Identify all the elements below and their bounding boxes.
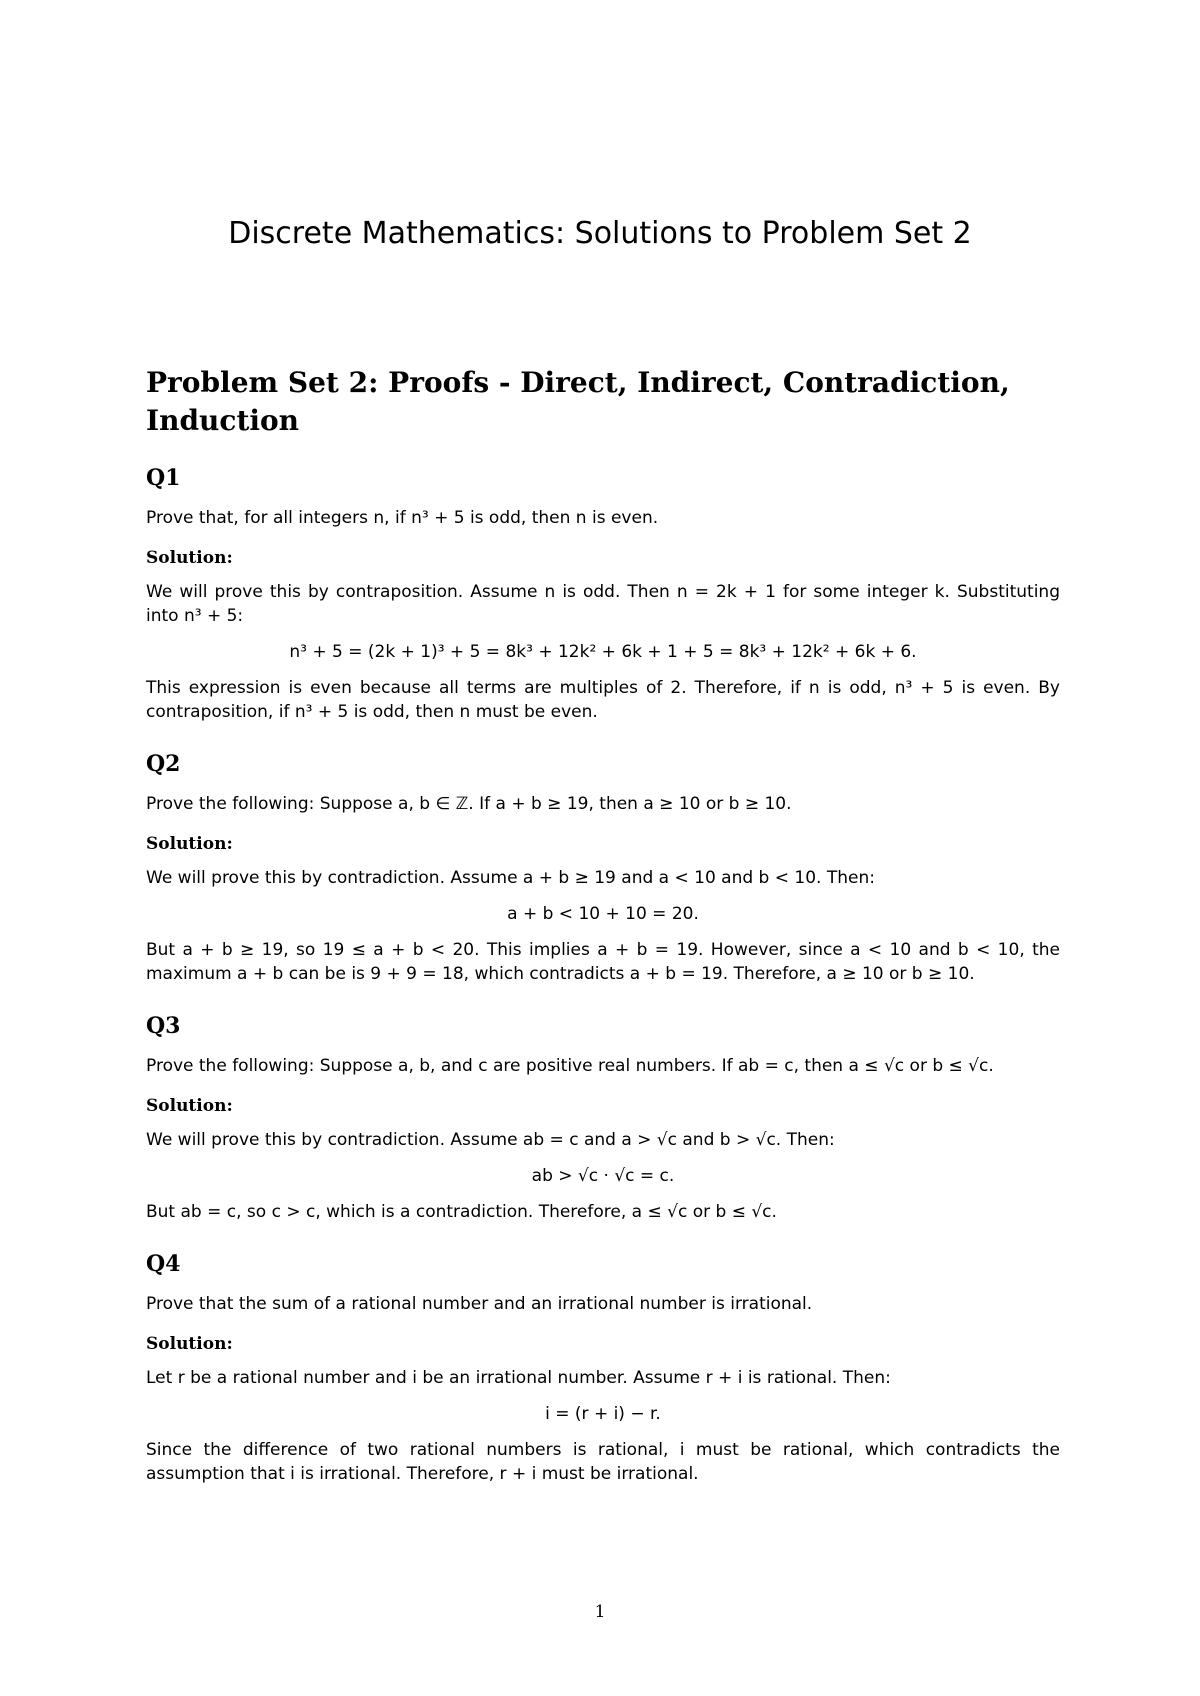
document-title: Discrete Mathematics: Solutions to Problem Set 2 [228, 216, 972, 251]
problem-prompt: Prove that, for all integers n, if n³ + 5 is odd, then n is even. [146, 508, 659, 528]
problem-label: Q4 [146, 1251, 181, 1277]
solution-intro: We will prove this by contradiction. Assume ab = c and a > √c and b > √c. Then: [146, 1130, 835, 1150]
problem-prompt: Prove that the sum of a rational number and an irrational number is irrational. [146, 1294, 813, 1314]
problem-label: Q2 [146, 751, 181, 777]
solution-label: Solution: [146, 834, 233, 854]
solution-label: Solution: [146, 548, 233, 568]
solution-intro: Let r be a rational number and i be an irrational number. Assume r + i is rational. Then: [146, 1368, 891, 1388]
solution-intro: We will prove this by contraposition. Assume n is odd. Then n = 2k + 1 for some integer k. Substituting into n³ + 5: [146, 582, 1060, 626]
display-equation: ab > √c · √c = c. [531, 1166, 675, 1186]
problem-q1 [146, 464, 1060, 724]
display-equation: n³ + 5 = (2k + 1)³ + 5 = 8k³ + 12k² + 6k + 1 + 5 = 8k³ + 12k² + 6k + 6. [289, 642, 917, 662]
problem-label: Q1 [146, 465, 181, 491]
solution-label: Solution: [146, 1096, 233, 1116]
page-number: 1 [594, 1602, 606, 1622]
document-body [146, 364, 1060, 1512]
problem-q4 [146, 1250, 1060, 1486]
problem-prompt: Prove the following: Suppose a, b ∈ ℤ. If a + b ≥ 19, then a ≥ 10 or b ≥ 10. [146, 794, 792, 814]
display-equation: a + b < 10 + 10 = 20. [507, 904, 699, 924]
problem-label: Q3 [146, 1013, 181, 1039]
solution-intro: We will prove this by contradiction. Assume a + b ≥ 19 and a < 10 and b < 10. Then: [146, 868, 875, 888]
solution-conclusion: Since the difference of two rational numbers is rational, i must be rational, which contradicts the assumption that i is irrational. Therefore, r + i must be irrational. [146, 1440, 1060, 1484]
problem-prompt: Prove the following: Suppose a, b, and c are positive real numbers. If ab = c, then a ≤ √c or b ≤ √c. [146, 1056, 994, 1076]
solution-label: Solution: [146, 1334, 233, 1354]
solution-conclusion: But a + b ≥ 19, so 19 ≤ a + b < 20. This implies a + b = 19. However, since a < 10 and b < 10, the maximum a + b can be is 9 + 9 = 18, which contradicts a + b = 19. Therefore, a ≥ 10 or b ≥ 10. [146, 940, 1060, 984]
solution-conclusion: But ab = c, so c > c, which is a contradiction. Therefore, a ≤ √c or b ≤ √c. [146, 1202, 777, 1222]
section-heading: Problem Set 2: Proofs - Direct, Indirect, Contradiction, Induction [146, 366, 1010, 437]
solution-conclusion: This expression is even because all terms are multiples of 2. Therefore, if n is odd, n³ + 5 is even. By contraposition, if n³ + 5 is odd, then n must be even. [146, 678, 1060, 722]
problem-q2 [146, 750, 1060, 986]
display-equation: i = (r + i) − r. [545, 1404, 661, 1424]
problem-q3 [146, 1012, 1060, 1224]
